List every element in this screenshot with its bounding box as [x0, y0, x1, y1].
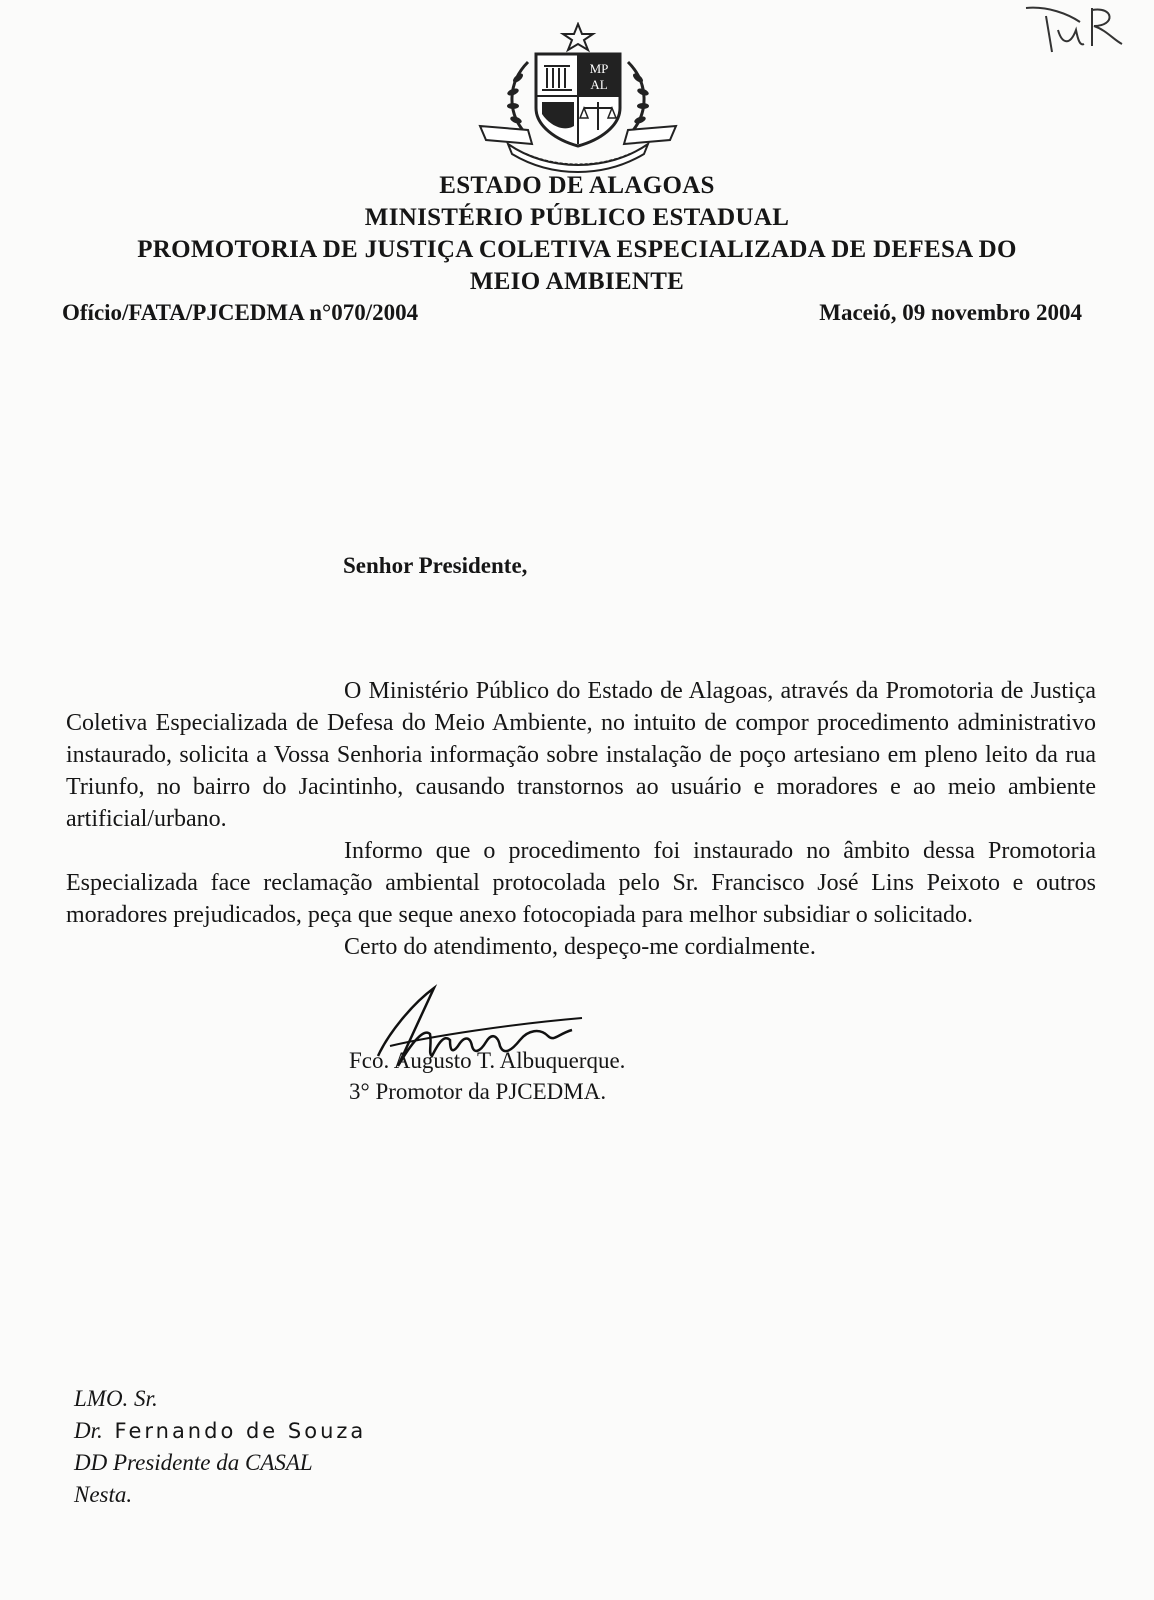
- signature-block: [349, 1045, 625, 1107]
- header-ministry: MINISTÉRIO PÚBLICO ESTADUAL: [364, 204, 790, 231]
- svg-text:AL: AL: [590, 77, 608, 92]
- document-number: Ofício/FATA/PJCEDMA n°070/2004: [62, 300, 419, 325]
- addressee-block: [74, 1383, 366, 1511]
- body-paragraph: Informo que o procedimento foi instaurado no âmbito dessa Promotoria Especializada face reclamação ambiental protocolada pelo Sr. Francisco José Lins Peixoto e outros moradores prejudicados, peça que seque anexo fotocopiada para melhor subsidiar o solicitado.: [66, 838, 1096, 928]
- body-paragraph: O Ministério Público do Estado de Alagoas, através da Promotoria de Justiça Coletiva Especializada de Defesa do Meio Ambiente, no intuito de compor procedimento administrativo instaurado, solicita a Vossa Senhoria informação sobre instalação de poço artesiano em pleno leito da rua Triunfo, no bairro do Jacintinho, causando transtornos ao usuário e moradores e ao meio ambiente artificial/urbano.: [66, 678, 1096, 832]
- addressee-honorific: LMO. Sr.: [74, 1386, 158, 1411]
- addressee-handwritten-name: Fernando de Souza: [114, 1419, 367, 1443]
- signer-title: 3° Promotor da PJCEDMA.: [349, 1079, 607, 1104]
- addressee-title: Dr.: [74, 1418, 103, 1443]
- addressee-name-line: [74, 1415, 366, 1447]
- header-state: ESTADO DE ALAGOAS: [439, 172, 715, 199]
- body-paragraph: Certo do atendimento, despeço-me cordialmente.: [344, 934, 816, 960]
- handwritten-corner-mark: [1018, 0, 1128, 58]
- header-promotoria: PROMOTORIA DE JUSTIÇA COLETIVA ESPECIALIZADA DE DEFESA DO: [137, 236, 1017, 263]
- addressee-location: Nesta.: [74, 1482, 133, 1507]
- place-date: Maceió, 09 novembro 2004: [819, 300, 1082, 325]
- coat-of-arms-emblem: [478, 22, 678, 174]
- letter-body: [66, 675, 1096, 963]
- salutation: Senhor Presidente,: [343, 553, 528, 578]
- svg-text:MP: MP: [589, 61, 609, 76]
- signer-name: Fco. Augusto T. Albuquerque.: [349, 1048, 626, 1073]
- header-promotoria-cont: MEIO AMBIENTE: [469, 268, 685, 295]
- addressee-position: DD Presidente da CASAL: [74, 1450, 313, 1475]
- reference-line: [62, 300, 1082, 332]
